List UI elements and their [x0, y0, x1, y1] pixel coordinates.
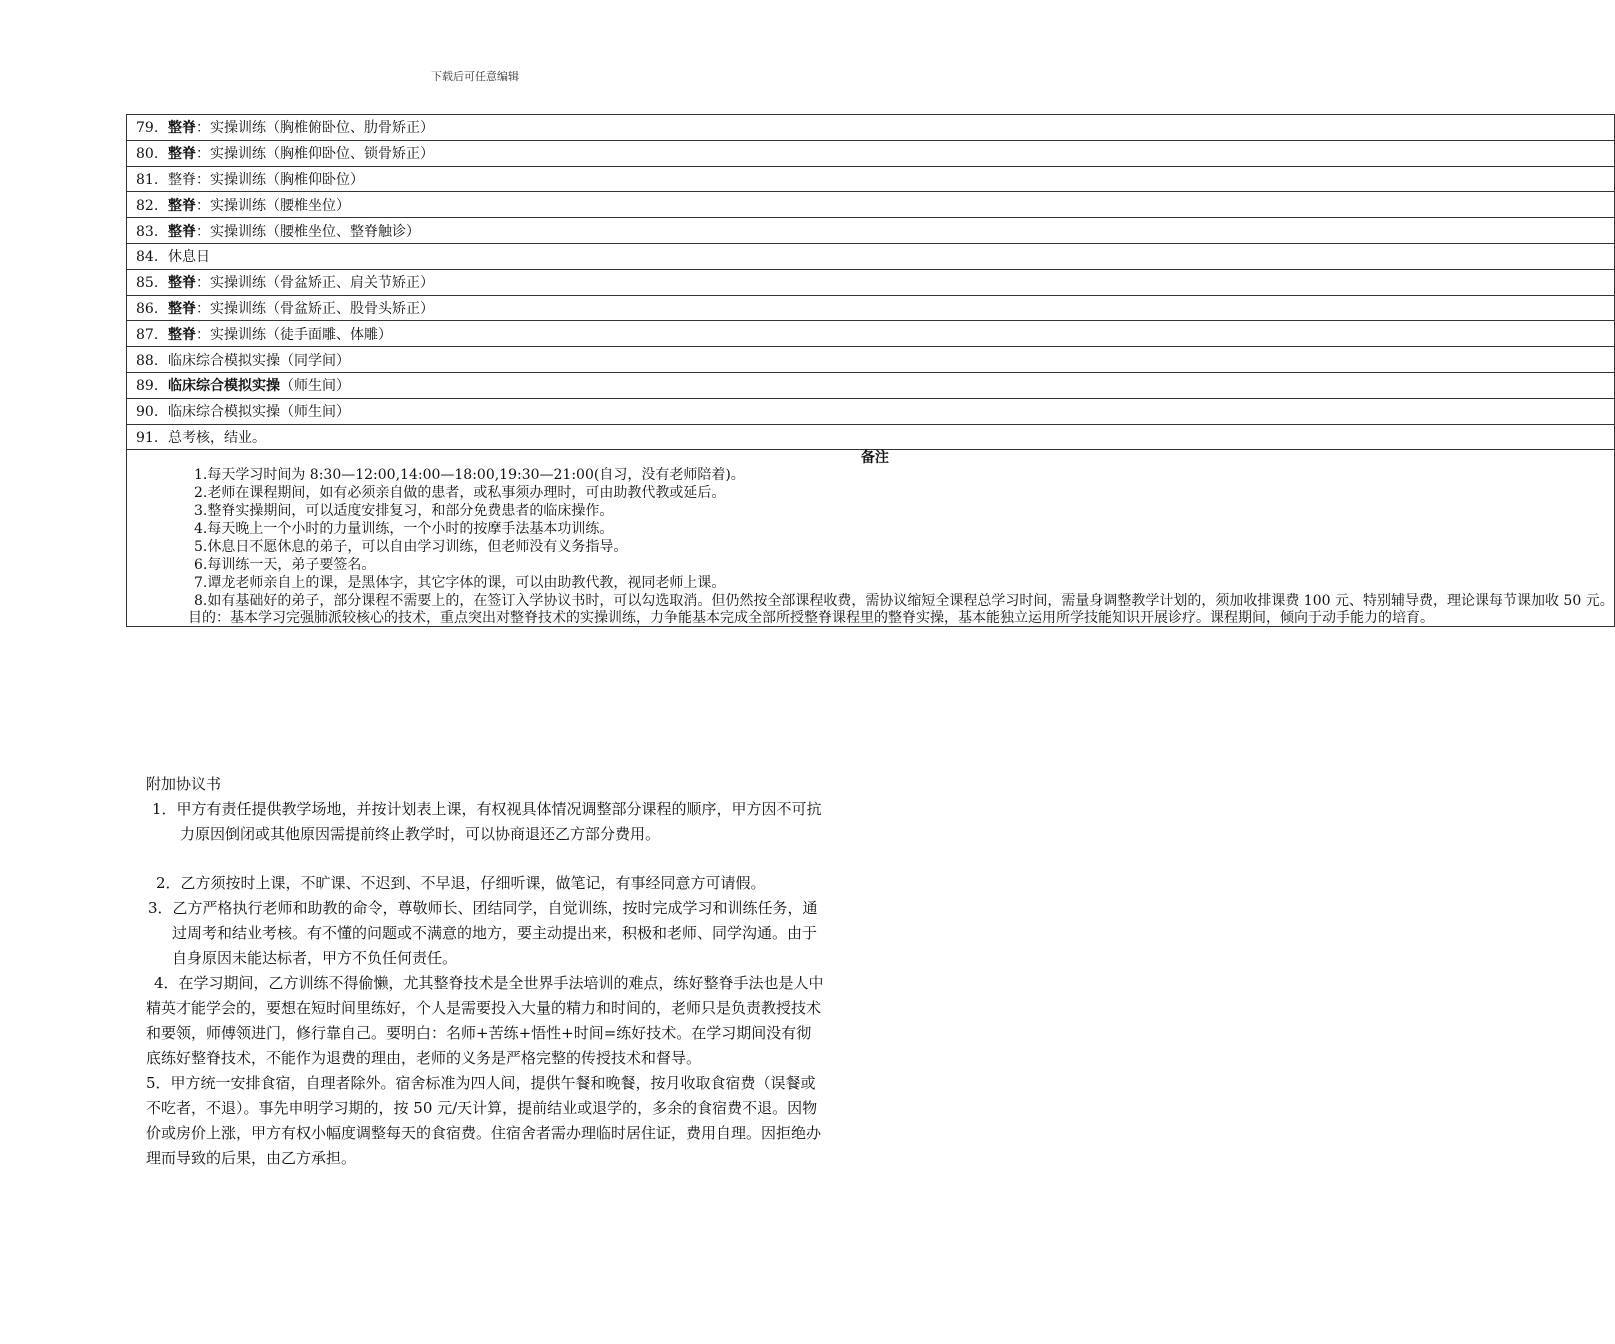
row-text: 整脊：实操训练（胸椎仰卧位）: [168, 171, 364, 188]
agreement-clause: 5．甲方统一安排食宿，自理者除外。宿舍标准为四人间，提供午餐和晚餐，按月收取食宿费（误餐或不吃者，不退）。事先申明学习期的，按 50 元/天计算，提前结业或退学的，多余的食宿费不退。因物价或房价上涨，甲方有权小幅度调整每天的食宿费。住宿舍者需办理临时居住证，费用自理。因拒绝办理而导致的后果，由乙方承担。: [146, 1074, 822, 1167]
schedule-cell: [127, 347, 1615, 373]
schedule-row: [127, 424, 1615, 450]
agreement-clause: 4．在学习期间，乙方训练不得偷懒，尤其整脊技术是全世界手法培训的难点，练好整脊手法也是人中精英才能学会的，要想在短时间里练好，个人是需要投入大量的精力和时间的，老师只是负责教授技术和要领，师傅领进门，修行靠自己。要明白：名师+苦练+悟性+时间=练好技术。在学习期间没有彻底练好整脊技术，不能作为退费的理由，老师的义务是严格完整的传授技术和督导。: [146, 974, 824, 1067]
row-text: 休息日: [168, 249, 210, 266]
row-text: 总考核，结业。: [168, 429, 266, 446]
row-text: 临床综合模拟实操（师生间）: [168, 404, 350, 421]
note-item: 7.谭龙老师亲自上的课，是黑体字，其它字体的课，可以由助教代教，视同老师上课。: [194, 575, 726, 592]
row-text: 实操训练（腰椎坐位、整脊触诊）: [210, 223, 420, 240]
supplementary-agreement: [146, 772, 826, 1171]
note-item: 4.每天晚上一个小时的力量训练，一个小时的按摩手法基本功训练。: [194, 521, 614, 538]
schedule-cell: [127, 218, 1615, 244]
notes-title: 备注: [860, 450, 889, 467]
row-text: 实操训练（胸椎俯卧位、肋骨矫正）: [210, 120, 434, 137]
agreement-clause: 1．甲方有责任提供教学场地，并按计划表上课，有权视具体情况调整部分课程的顺序，甲方因不可抗力原因倒闭或其他原因需提前终止教学时，可以协商退还乙方部分费用。: [152, 800, 822, 843]
schedule-cell: [127, 372, 1615, 398]
row-separator: ：: [196, 275, 210, 292]
row-number: 81.: [136, 171, 159, 188]
row-number: 91.: [136, 429, 159, 446]
row-number: 89.: [136, 378, 159, 395]
schedule-row: [127, 372, 1615, 398]
row-separator: ：: [196, 326, 210, 343]
schedule-row: [127, 218, 1615, 244]
row-number: 85.: [136, 275, 159, 292]
row-bold-label: 临床综合模拟实操: [168, 378, 280, 395]
schedule-row: [127, 140, 1615, 166]
schedule-row: [127, 347, 1615, 373]
row-text: 实操训练（胸椎仰卧位、锁骨矫正）: [210, 146, 434, 163]
note-item: 3.整脊实操期间，可以适度安排复习，和部分免费患者的临床操作。: [194, 503, 614, 520]
row-text: 实操训练（徒手面雕、体雕）: [210, 326, 392, 343]
row-separator: ：: [196, 197, 210, 214]
schedule-row: [127, 295, 1615, 321]
row-number: 88.: [136, 352, 159, 369]
row-separator: ：: [196, 146, 210, 163]
note-item: 1.每天学习时间为 8:30—12:00,14:00—18:00,19:30—21:00(自习，没有老师陪着)。: [194, 467, 745, 484]
schedule-cell: [127, 243, 1615, 269]
schedule-cell: [127, 192, 1615, 218]
row-bold-label: 整脊: [168, 197, 196, 214]
schedule-cell: [127, 321, 1615, 347]
schedule-row: [127, 166, 1615, 192]
note-item: 8.如有基础好的弟子，部分课程不需要上的，在签订入学协议书时，可以勾选取消。但仍然按全部课程收费，需协议缩短全课程总学习时间，需量身调整教学计划的，须加收排课费 100 元、特别辅导费，理论课每节课加收 50 元。: [194, 593, 1614, 610]
row-number: 79.: [136, 120, 159, 137]
schedule-row: [127, 321, 1615, 347]
schedule-cell: [127, 140, 1615, 166]
notes-cell: [127, 450, 1615, 627]
row-number: 87.: [136, 326, 159, 343]
row-number: 90.: [136, 404, 159, 421]
row-text: 实操训练（腰椎坐位）: [210, 197, 350, 214]
row-bold-label: 整脊: [168, 275, 196, 292]
page-header: 下载后可任意编辑: [431, 70, 519, 83]
row-text: （师生间）: [280, 378, 350, 395]
row-number: 82.: [136, 197, 159, 214]
schedule-row: [127, 398, 1615, 424]
schedule-cell: [127, 115, 1615, 141]
row-bold-label: 整脊: [168, 120, 196, 137]
row-number: 84.: [136, 249, 159, 266]
row-text: 实操训练（骨盆矫正、肩关节矫正）: [210, 275, 434, 292]
schedule-cell: [127, 398, 1615, 424]
note-item: 5.休息日不愿休息的弟子，可以自由学习训练，但老师没有义务指导。: [194, 539, 628, 556]
row-text: 临床综合模拟实操（同学间）: [168, 352, 350, 369]
row-text: 实操训练（骨盆矫正、股骨头矫正）: [210, 300, 434, 317]
notes-list: [136, 466, 1614, 626]
row-bold-label: 整脊: [168, 146, 196, 163]
note-item: 6.每训练一天，弟子要签名。: [194, 557, 376, 574]
row-number: 86.: [136, 300, 159, 317]
schedule-row: [127, 115, 1615, 141]
agreement-title: 附加协议书: [146, 775, 222, 793]
agreement-clause: 2．乙方须按时上课，不旷课、不迟到、不早退，仔细听课，做笔记，有事经同意方可请假。: [156, 874, 766, 892]
schedule-cell: [127, 424, 1615, 450]
notes-purpose: 目的：基本学习完强肺派较核心的技术，重点突出对整脊技术的实操训练，力争能基本完成全部所授整脊课程里的整脊实操，基本能独立运用所学技能知识开展诊疗。课程期间，倾向于动手能力的培育。: [188, 610, 1434, 627]
row-bold-label: 整脊: [168, 223, 196, 240]
row-bold-label: 整脊: [168, 326, 196, 343]
row-separator: ：: [196, 300, 210, 317]
notes-row: [127, 450, 1615, 627]
schedule-cell: [127, 269, 1615, 295]
course-schedule-table: [126, 114, 1615, 627]
schedule-cell: [127, 295, 1615, 321]
schedule-row: [127, 243, 1615, 269]
note-item: 2.老师在课程期间，如有必须亲自做的患者，或私事须办理时，可由助教代教或延后。: [194, 485, 726, 502]
schedule-row: [127, 192, 1615, 218]
schedule-cell: [127, 166, 1615, 192]
row-separator: ：: [196, 120, 210, 137]
schedule-row: [127, 269, 1615, 295]
row-bold-label: 整脊: [168, 300, 196, 317]
row-number: 80.: [136, 146, 159, 163]
agreement-clause: 3．乙方严格执行老师和助教的命令，尊敬师长、团结同学，自觉训练，按时完成学习和训练任务，通过周考和结业考核。有不懂的问题或不满意的地方，要主动提出来，积极和老师、同学沟通。由于自身原因未能达标者，甲方不负任何责任。: [148, 899, 818, 967]
row-separator: ：: [196, 223, 210, 240]
row-number: 83.: [136, 223, 159, 240]
